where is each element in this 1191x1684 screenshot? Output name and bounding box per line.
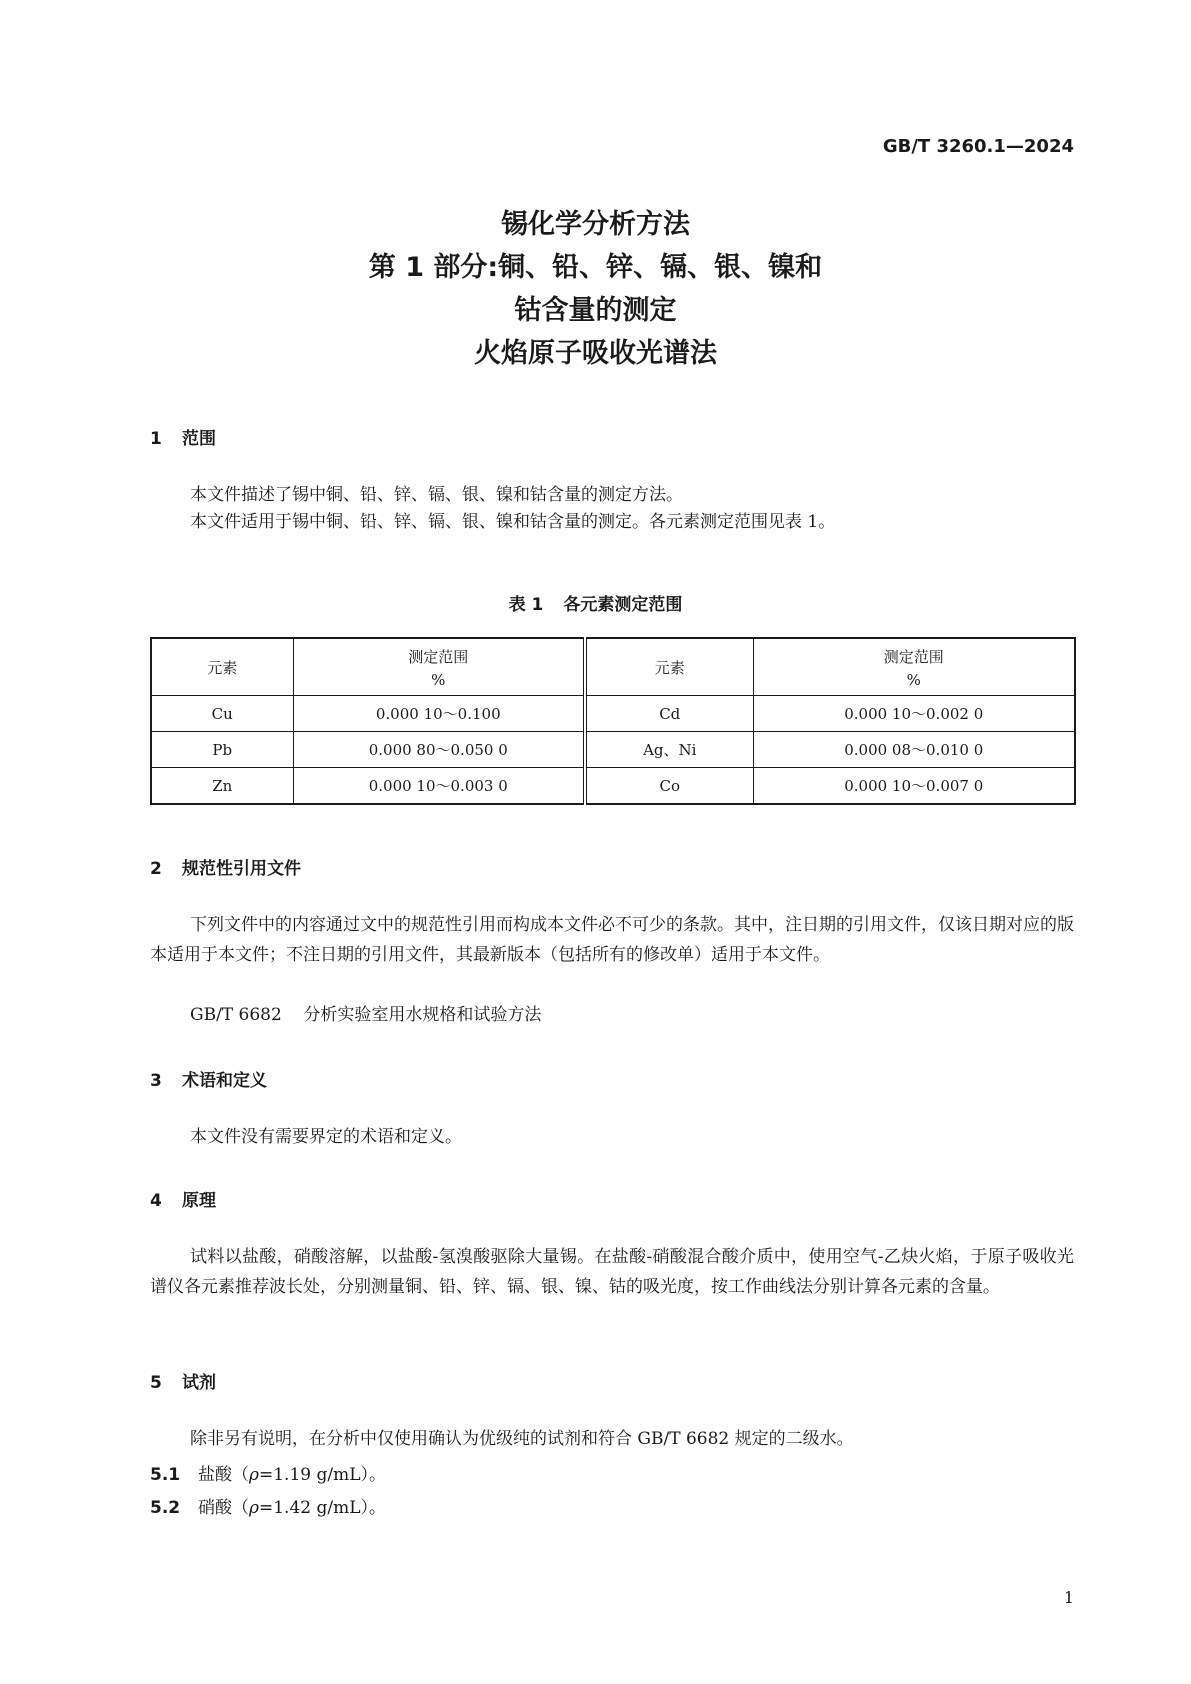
section-1-paragraph-2: 本文件适用于锡中铜、铅、锌、镉、银、镍和钴含量的测定。各元素测定范围见表 1。: [190, 512, 836, 532]
header-element: 元素: [151, 638, 293, 696]
cell-range: 0.000 10～0.003 0: [293, 768, 585, 805]
section-2-paragraph-1: 下列文件中的内容通过文中的规范性引用而构成本文件必不可少的条款。其中，注日期的引用文件，仅该日期对应的版本适用于本文件；不注日期的引用文件，其最新版本（包括所有的修改单）适用于本文件。: [150, 915, 1074, 965]
page-number: 1: [1063, 1588, 1074, 1607]
cell-range: 0.000 10～0.002 0: [753, 696, 1075, 732]
section-number: 4: [150, 1191, 162, 1211]
table-row: [151, 696, 1075, 732]
section-number: 5: [150, 1373, 162, 1393]
section-number: 2: [150, 859, 162, 879]
title-line-3: 钴含量的测定: [514, 295, 677, 326]
table-caption-number: 表 1: [508, 595, 544, 615]
section-title: 原理: [182, 1191, 216, 1211]
section-number: 1: [150, 429, 162, 449]
section-1-heading: [150, 424, 216, 449]
reagent-item-5-2: [150, 1493, 386, 1518]
section-3-heading: [150, 1066, 267, 1091]
section-number: 3: [150, 1071, 162, 1091]
cell-element: Pb: [151, 732, 293, 768]
cell-element: Cu: [151, 696, 293, 732]
section-5-paragraph-1: 除非另有说明，在分析中仅使用确认为优级纯的试剂和符合 GB/T 6682 规定的二级水。: [190, 1429, 854, 1449]
section-title: 试剂: [182, 1373, 216, 1393]
section-title: 范围: [182, 429, 216, 449]
reference-code: GB/T 6682: [190, 1005, 282, 1025]
header-range-2: 测定范围 %: [753, 638, 1075, 696]
table-caption-title: 各元素测定范围: [563, 595, 683, 615]
title-line-4: 火焰原子吸收光谱法: [474, 338, 717, 369]
cell-range: 0.000 10～0.007 0: [753, 768, 1075, 805]
section-4-paragraph-1: 试料以盐酸，硝酸溶解，以盐酸-氢溴酸驱除大量锡。在盐酸-硝酸混合酸介质中，使用空气-乙炔火焰，于原子吸收光谱仪各元素推荐波长处，分别测量铜、铅、锌、镉、银、镍、钴的吸光度，按工作曲线法分别计算各元素的含量。: [150, 1247, 1074, 1297]
header-unit-2: %: [906, 670, 921, 689]
element-range-table: [150, 637, 1076, 805]
item-number: 5.1: [150, 1465, 181, 1485]
reagent-item-5-1: [150, 1460, 386, 1485]
section-title: 规范性引用文件: [182, 859, 301, 879]
standard-number: GB/T 3260.1—2024: [882, 136, 1074, 157]
item-name: 盐酸（: [198, 1465, 249, 1485]
section-4-heading: [150, 1186, 216, 1211]
title-line-1: 锡化学分析方法: [501, 209, 690, 240]
section-3-paragraph-1: 本文件没有需要界定的术语和定义。: [190, 1127, 462, 1147]
cell-element: Co: [585, 768, 753, 805]
header-range: 测定范围 %: [293, 638, 585, 696]
header-unit: %: [431, 670, 446, 689]
cell-range: 0.000 08～0.010 0: [753, 732, 1075, 768]
reference-title: 分析实验室用水规格和试验方法: [303, 1005, 542, 1025]
header-element-2: 元素: [585, 638, 753, 696]
section-1-paragraph-1: 本文件描述了锡中铜、铅、锌、镉、银、镍和钴含量的测定方法。: [190, 485, 683, 505]
cell-element: Cd: [585, 696, 753, 732]
rho-symbol: ρ: [249, 1465, 259, 1485]
normative-reference: [150, 1000, 1074, 1030]
cell-element: Zn: [151, 768, 293, 805]
item-name: 硝酸（: [198, 1498, 249, 1518]
section-title: 术语和定义: [182, 1071, 267, 1091]
rho-symbol: ρ: [249, 1498, 259, 1518]
item-value: =1.19 g/mL）。: [259, 1465, 387, 1485]
table-row: [151, 732, 1075, 768]
table-row: [151, 768, 1075, 805]
table-header-row: [151, 638, 1075, 696]
cell-range: 0.000 10～0.100: [293, 696, 585, 732]
cell-element: Ag、Ni: [585, 732, 753, 768]
item-number: 5.2: [150, 1498, 181, 1518]
section-2-heading: [150, 854, 301, 879]
item-value: =1.42 g/mL）。: [259, 1498, 387, 1518]
cell-range: 0.000 80～0.050 0: [293, 732, 585, 768]
table-caption: [0, 590, 1191, 615]
title-line-2: 第 1 部分:铜、铅、锌、镉、银、镍和: [368, 252, 823, 283]
section-5-heading: [150, 1368, 216, 1393]
document-title: [0, 203, 1191, 375]
